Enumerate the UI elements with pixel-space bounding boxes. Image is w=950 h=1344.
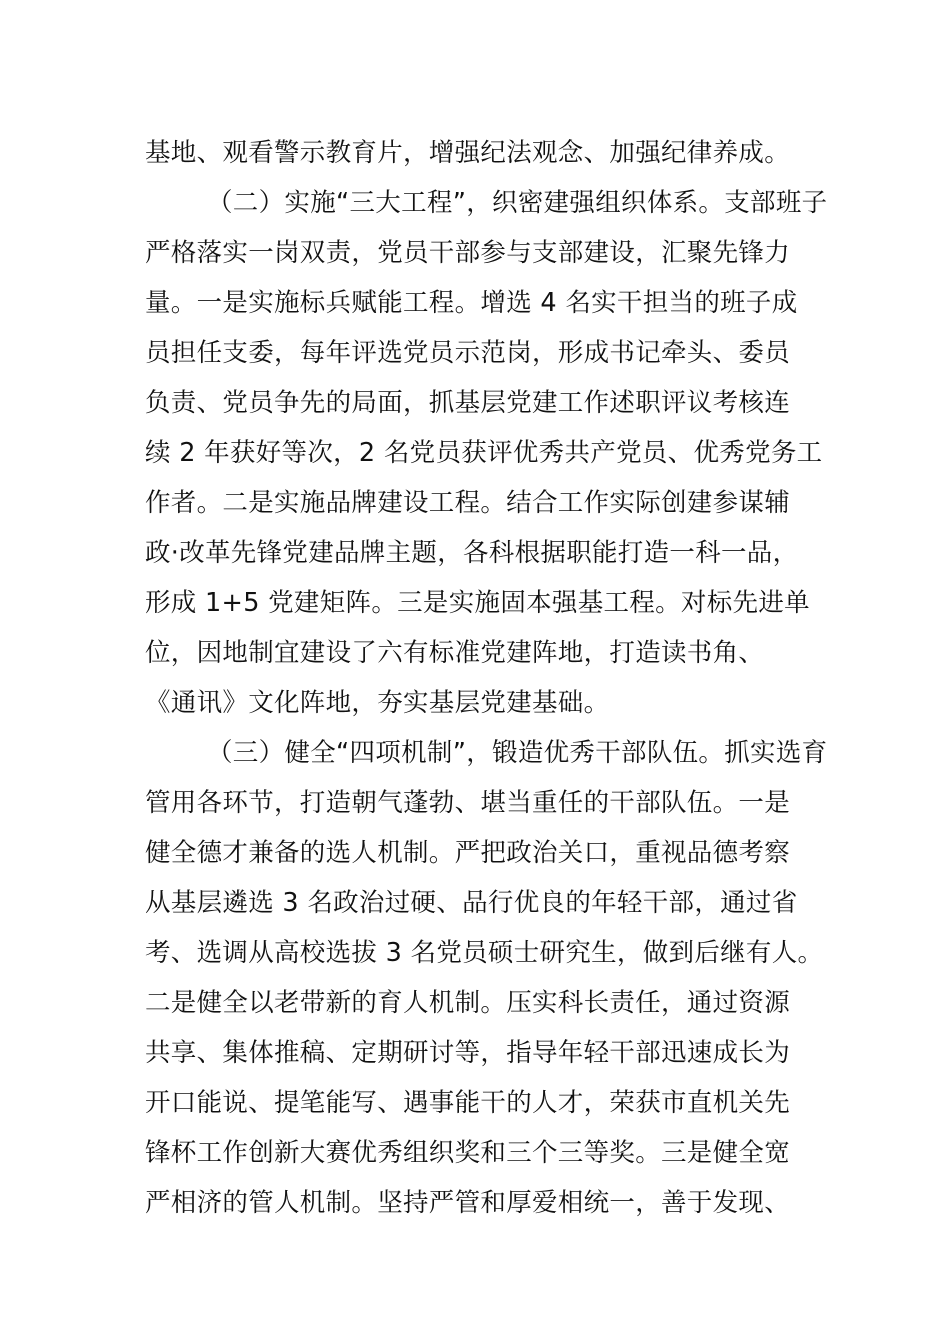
text-line: 续 2 年获好等次，2 名党员获评优秀共产党员、优秀党务工 xyxy=(145,438,823,468)
text-line: 开口能说、提笔能写、遇事能干的人才，荣获市直机关先 xyxy=(145,1088,791,1118)
text-line: 从基层遴选 3 名政治过硬、品行优良的年轻干部，通过省 xyxy=(145,888,798,918)
body-text xyxy=(145,128,828,1228)
text-line: 负责、党员争先的局面，抓基层党建工作述职评议考核连 xyxy=(145,388,791,418)
text-line: 健全德才兼备的选人机制。严把政治关口，重视品德考察 xyxy=(145,838,791,868)
text-line: 考、选调从高校选拔 3 名党员硕士研究生，做到后继有人。 xyxy=(145,938,824,968)
text-line: 位，因地制宜建设了六有标准党建阵地，打造读书角、 xyxy=(145,638,765,668)
text-line: 员担任支委，每年评选党员示范岗，形成书记牵头、委员 xyxy=(145,338,791,368)
text-line: 形成 1+5 党建矩阵。三是实施固本强基工程。对标先进单 xyxy=(145,588,810,618)
text-line: 基地、观看警示教育片，增强纪法观念、加强纪律养成。 xyxy=(145,138,791,168)
text-line: 政·改革先锋党建品牌主题，各科根据职能打造一科一品， xyxy=(145,538,799,568)
text-line: 二是健全以老带新的育人机制。压实科长责任，通过资源 xyxy=(145,988,791,1018)
text-line: 锋杯工作创新大赛优秀组织奖和三个三等奖。三是健全宽 xyxy=(145,1138,791,1168)
text-line: 共享、集体推稿、定期研讨等，指导年轻干部迅速成长为 xyxy=(145,1038,791,1068)
text-line: 管用各环节，打造朝气蓬勃、堪当重任的干部队伍。一是 xyxy=(145,788,791,818)
text-line: 严格落实一岗双责，党员干部参与支部建设，汇聚先锋力 xyxy=(145,238,791,268)
text-line: 《通讯》文化阵地，夯实基层党建基础。 xyxy=(145,688,610,718)
text-line: （二）实施“三大工程”，织密建强组织体系。支部班子 xyxy=(207,188,828,218)
text-line: 严相济的管人机制。坚持严管和厚爱相统一，善于发现、 xyxy=(145,1188,791,1218)
text-line: （三）健全“四项机制”，锻造优秀干部队伍。抓实选育 xyxy=(207,738,828,768)
text-line: 作者。二是实施品牌建设工程。结合工作实际创建参谋辅 xyxy=(145,488,791,518)
text-line: 量。一是实施标兵赋能工程。增选 4 名实干担当的班子成 xyxy=(145,288,798,318)
